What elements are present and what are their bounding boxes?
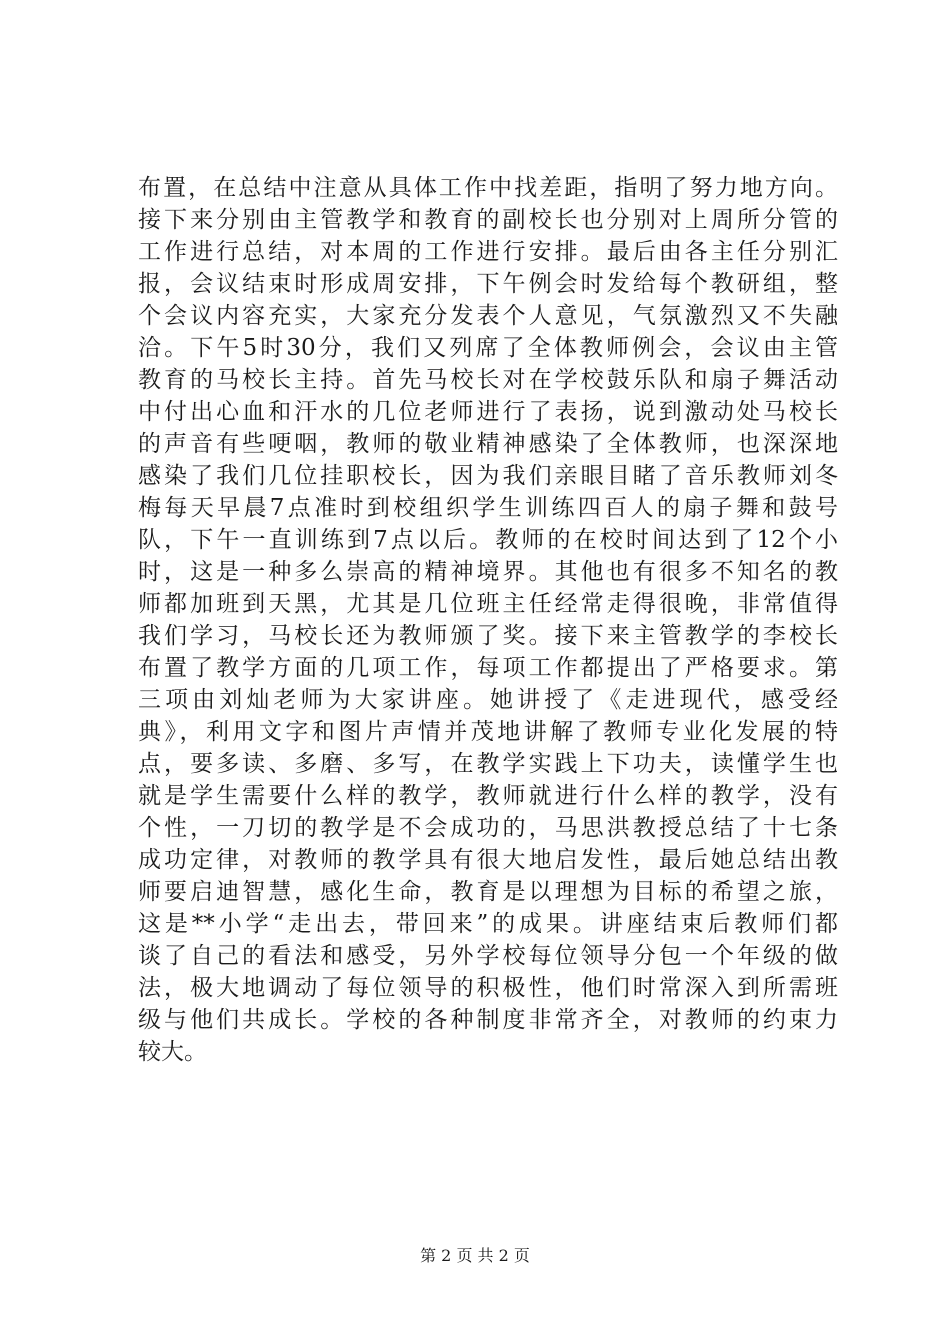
text-line: 洽。下午5时30分，我们又列席了全体教师例会，会议由主管 <box>138 335 838 361</box>
text-line: 我们学习，马校长还为教师颁了奖。接下来主管教学的李校长 <box>138 623 838 649</box>
text-line: 报，会议结束时形成周安排，下午例会时发给每个教研组，整 <box>138 271 838 297</box>
text-line: 较大。 <box>138 1039 207 1065</box>
body-paragraph <box>138 172 838 1068</box>
text-line: 接下来分别由主管教学和教育的副校长也分别对上周所分管的 <box>138 207 838 233</box>
text-line: 师都加班到天黑，尤其是几位班主任经常走得很晚，非常值得 <box>138 591 838 617</box>
text-line: 中付出心血和汗水的几位老师进行了表扬，说到激动处马校长 <box>138 399 838 425</box>
text-line: 时，这是一种多么崇高的精神境界。其他也有很多不知名的教 <box>138 559 838 585</box>
text-line: 梅每天早晨7点准时到校组织学生训练四百人的扇子舞和鼓号 <box>138 495 838 521</box>
text-line: 典》，利用文字和图片声情并茂地讲解了教师专业化发展的特 <box>138 719 838 745</box>
text-line: 法，极大地调动了每位领导的积极性，他们时常深入到所需班 <box>138 975 838 1001</box>
page-number-footer: 第 2 页 共 2 页 <box>420 1246 530 1265</box>
text-line: 这是**小学“走出去，带回来”的成果。讲座结束后教师们都 <box>138 911 838 937</box>
text-line: 教育的马校长主持。首先马校长对在学校鼓乐队和扇子舞活动 <box>138 367 838 393</box>
text-line: 的声音有些哽咽，教师的敬业精神感染了全体教师，也深深地 <box>138 431 838 457</box>
text-line: 感染了我们几位挂职校长，因为我们亲眼目睹了音乐教师刘冬 <box>138 463 838 489</box>
text-line: 布置了教学方面的几项工作，每项工作都提出了严格要求。第 <box>138 655 838 681</box>
text-line: 谈了自己的看法和感受，另外学校每位领导分包一个年级的做 <box>138 943 838 969</box>
text-line: 个性，一刀切的教学是不会成功的，马思洪教授总结了十七条 <box>138 815 838 841</box>
text-line: 就是学生需要什么样的教学，教师就进行什么样的教学，没有 <box>138 783 838 809</box>
text-line: 三项由刘灿老师为大家讲座。她讲授了《走进现代，感受经 <box>138 687 838 713</box>
text-line: 师要启迪智慧，感化生命，教育是以理想为目标的希望之旅， <box>138 879 838 905</box>
text-line: 级与他们共成长。学校的各种制度非常齐全，对教师的约束力 <box>138 1007 838 1033</box>
text-line: 布置，在总结中注意从具体工作中找差距，指明了努力地方向。 <box>138 175 838 201</box>
text-line: 工作进行总结，对本周的工作进行安排。最后由各主任分别汇 <box>138 239 838 265</box>
text-line: 个会议内容充实，大家充分发表个人意见，气氛激烈又不失融 <box>138 303 838 329</box>
text-line: 队，下午一直训练到7点以后。教师的在校时间达到了12个小 <box>138 527 838 553</box>
text-line: 成功定律，对教师的教学具有很大地启发性，最后她总结出教 <box>138 847 838 873</box>
text-line: 点，要多读、多磨、多写，在教学实践上下功夫，读懂学生也 <box>138 751 838 777</box>
